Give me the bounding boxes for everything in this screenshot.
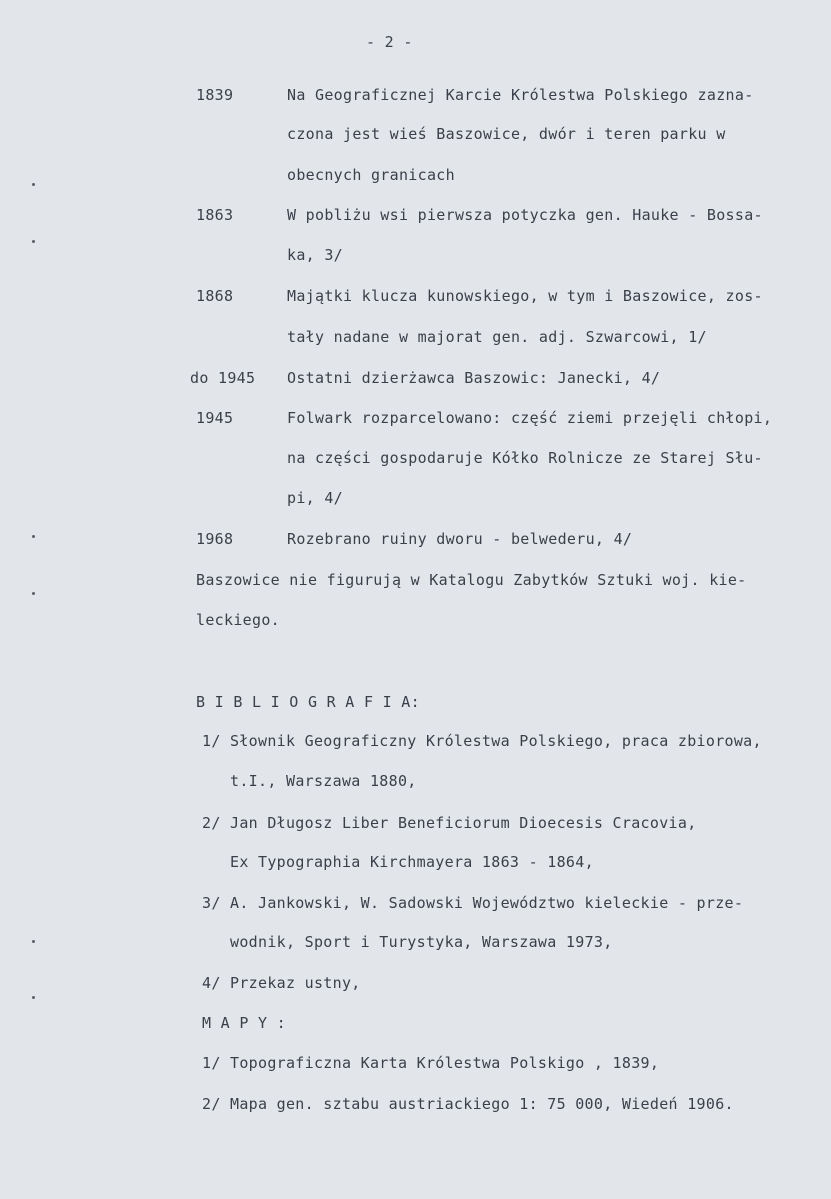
chronology-text-line: Majątki klucza kunowskiego, w tym i Baszowice, zos- — [287, 287, 763, 305]
note-line: leckiego. — [196, 611, 280, 629]
bibliography-entry-line: 3/ A. Jankowski, W. Sadowski Województwo kieleckie - prze- — [202, 894, 744, 912]
bibliography-entry-line: 2/ Jan Długosz Liber Beneficiorum Dioecesis Cracovia, — [202, 814, 697, 832]
chronology-year: 1945 — [196, 409, 234, 427]
binding-mark — [32, 240, 35, 243]
maps-heading: M A P Y : — [202, 1014, 286, 1032]
chronology-text-line: pi, 4/ — [287, 489, 343, 507]
chronology-year: 1868 — [196, 287, 234, 305]
chronology-year: 1839 — [196, 86, 234, 104]
binding-mark — [32, 996, 35, 999]
binding-mark — [32, 535, 35, 538]
bibliography-entry-line: wodnik, Sport i Turystyka, Warszawa 1973, — [230, 933, 613, 951]
map-entry: 1/ Topograficzna Karta Królestwa Polskigo , 1839, — [202, 1054, 660, 1072]
note-line: Baszowice nie figurują w Katalogu Zabytków Sztuki woj. kie- — [196, 571, 747, 589]
chronology-text-line: Folwark rozparcelowano: część ziemi przejęli chłopi, — [287, 409, 773, 427]
bibliography-entry-line: 4/ Przekaz ustny, — [202, 974, 361, 992]
map-entry: 2/ Mapa gen. sztabu austriackiego 1: 75 000, Wiedeń 1906. — [202, 1095, 734, 1113]
binding-mark — [32, 592, 35, 595]
chronology-year: do 1945 — [190, 369, 256, 387]
chronology-year: 1863 — [196, 206, 234, 224]
chronology-text-line: Ostatni dzierżawca Baszowic: Janecki, 4/ — [287, 369, 661, 387]
binding-mark — [32, 183, 35, 186]
binding-mark — [32, 940, 35, 943]
chronology-text-line: W pobliżu wsi pierwsza potyczka gen. Hauke - Bossa- — [287, 206, 763, 224]
chronology-text-line: tały nadane w majorat gen. adj. Szwarcowi, 1/ — [287, 328, 707, 346]
chronology-text-line: na części gospodaruje Kółko Rolnicze ze Starej Słu- — [287, 449, 763, 467]
chronology-year: 1968 — [196, 530, 234, 548]
chronology-text-line: czona jest wieś Baszowice, dwór i teren parku w — [287, 125, 726, 143]
bibliography-entry-line: Ex Typographia Kirchmayera 1863 - 1864, — [230, 853, 594, 871]
bibliography-entry-line: 1/ Słownik Geograficzny Królestwa Polskiego, praca zbiorowa, — [202, 732, 762, 750]
bibliography-heading: B I B L I O G R A F I A: — [196, 693, 420, 711]
bibliography-entry-line: t.I., Warszawa 1880, — [230, 772, 417, 790]
page-number: - 2 - — [366, 33, 413, 51]
chronology-text-line: Rozebrano ruiny dworu - belwederu, 4/ — [287, 530, 633, 548]
chronology-text-line: obecnych granicach — [287, 166, 455, 184]
chronology-text-line: Na Geograficznej Karcie Królestwa Polskiego zazna- — [287, 86, 754, 104]
chronology-text-line: ka, 3/ — [287, 246, 343, 264]
